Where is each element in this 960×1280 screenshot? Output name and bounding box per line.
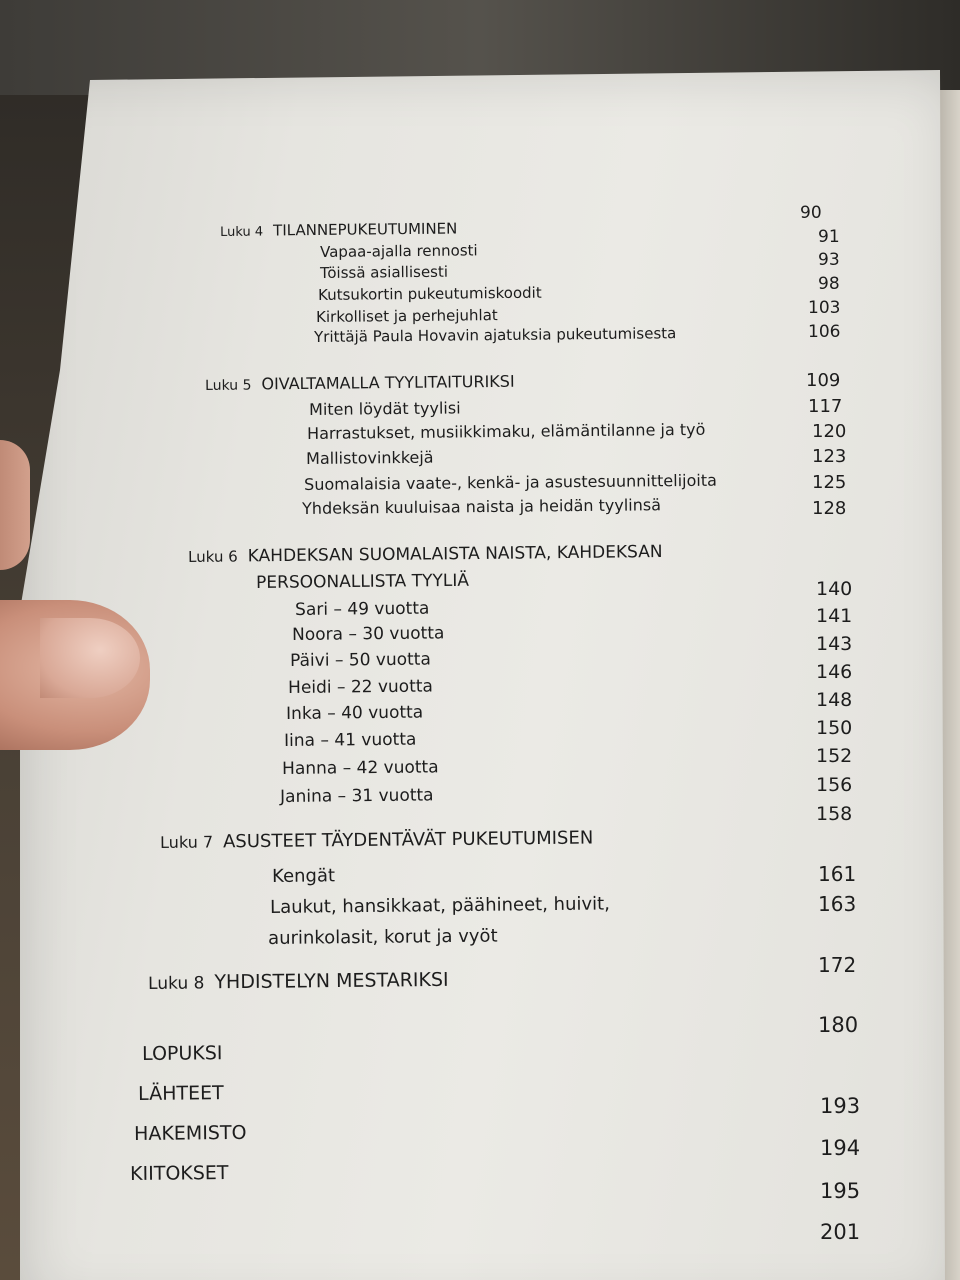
chapter-title: ASUSTEET TÄYDENTÄVÄT PUKEUTUMISEN bbox=[222, 827, 594, 853]
chapter-title: TILANNEPUKEUTUMINEN bbox=[273, 219, 458, 240]
page-number: 146 bbox=[816, 661, 853, 683]
list-item: Suomalaisia vaate-, kenkä- ja asustesuunnittelijoita bbox=[304, 470, 717, 494]
page-number: 141 bbox=[816, 605, 853, 627]
chapter-label: Luku 5 bbox=[205, 377, 252, 394]
page-number: 156 bbox=[816, 774, 853, 796]
page-number: 117 bbox=[808, 396, 843, 417]
page-number: 128 bbox=[812, 498, 847, 519]
chapter-title-continued: PERSOONALLISTA TYYLIÄ bbox=[256, 570, 470, 593]
page-number: 172 bbox=[818, 953, 857, 977]
list-item: Yrittäjä Paula Hovavin ajatuksia pukeutumisesta bbox=[314, 324, 677, 346]
list-item: Kirkolliset ja perhejuhlat bbox=[316, 306, 498, 326]
list-item: Laukut, hansikkaat, päähineet, huivit, bbox=[270, 893, 610, 918]
chapter-title: YHDISTELYN MESTARIKSI bbox=[214, 968, 449, 994]
page-number: 103 bbox=[808, 298, 841, 318]
page-number: 123 bbox=[812, 446, 847, 467]
list-item: Iina – 41 vuotta bbox=[284, 729, 417, 751]
page-number: 150 bbox=[816, 717, 853, 739]
page-number: 106 bbox=[808, 322, 841, 342]
page-number: 180 bbox=[818, 1013, 859, 1037]
list-item: Sari – 49 vuotta bbox=[295, 598, 430, 620]
list-item: Kengät bbox=[272, 865, 336, 887]
chapter-label: Luku 4 bbox=[220, 224, 264, 240]
chapter-heading bbox=[205, 372, 515, 394]
page-number: 143 bbox=[816, 633, 853, 655]
page-number: 148 bbox=[816, 689, 853, 711]
page-number: 161 bbox=[818, 862, 857, 886]
back-matter-item: HAKEMISTO bbox=[134, 1121, 247, 1145]
list-item: Hanna – 42 vuotta bbox=[282, 757, 439, 779]
page-number: 109 bbox=[806, 370, 841, 391]
list-item: Miten löydät tyylisi bbox=[309, 398, 461, 419]
chapter-label: Luku 6 bbox=[188, 547, 238, 566]
chapter-label: Luku 7 bbox=[160, 832, 214, 852]
page-number: 194 bbox=[820, 1136, 861, 1160]
page-number: 93 bbox=[818, 250, 840, 270]
back-matter-item: LOPUKSI bbox=[142, 1042, 223, 1065]
list-item: Töissä asiallisesti bbox=[320, 262, 449, 282]
list-item: Yhdeksän kuuluisaa naista ja heidän tyylinsä bbox=[302, 495, 662, 518]
page-number: 152 bbox=[816, 745, 853, 767]
chapter-title: KAHDEKSAN SUOMALAISTA NAISTA, KAHDEKSAN bbox=[247, 542, 663, 567]
list-item: Noora – 30 vuotta bbox=[292, 623, 445, 645]
list-item: Harrastukset, musiikkimaku, elämäntilanne ja työ bbox=[307, 419, 706, 443]
chapter-heading bbox=[188, 542, 663, 567]
page-number: 120 bbox=[812, 421, 847, 442]
chapter-label: Luku 8 bbox=[148, 973, 205, 994]
list-item: Heidi – 22 vuotta bbox=[288, 676, 434, 698]
page-number: 125 bbox=[812, 472, 847, 493]
list-item: Päivi – 50 vuotta bbox=[290, 649, 431, 671]
list-item: Inka – 40 vuotta bbox=[286, 702, 424, 724]
page-number: 201 bbox=[820, 1220, 861, 1244]
page-number: 98 bbox=[818, 274, 840, 294]
list-item: Mallistovinkkejä bbox=[306, 447, 434, 468]
chapter-heading bbox=[220, 220, 457, 240]
page-number: 163 bbox=[818, 892, 857, 916]
page-number: 91 bbox=[818, 227, 840, 247]
page-number: 195 bbox=[820, 1179, 861, 1203]
chapter-title: OIVALTAMALLA TYYLITAITURIKSI bbox=[261, 371, 515, 394]
back-matter-item: LÄHTEET bbox=[138, 1082, 224, 1105]
page-number: 193 bbox=[820, 1094, 861, 1118]
page-number: 158 bbox=[816, 803, 853, 825]
list-item: Vapaa-ajalla rennosti bbox=[320, 241, 478, 261]
page-number: 140 bbox=[816, 578, 853, 600]
chapter-heading bbox=[148, 969, 449, 994]
list-item: Janina – 31 vuotta bbox=[280, 785, 434, 807]
chapter-heading bbox=[160, 827, 593, 853]
back-matter-item: KIITOKSET bbox=[130, 1161, 229, 1185]
page-number: 90 bbox=[800, 203, 822, 223]
list-item-continued: aurinkolasit, korut ja vyöt bbox=[268, 925, 498, 949]
list-item: Kutsukortin pukeutumiskoodit bbox=[318, 283, 542, 304]
